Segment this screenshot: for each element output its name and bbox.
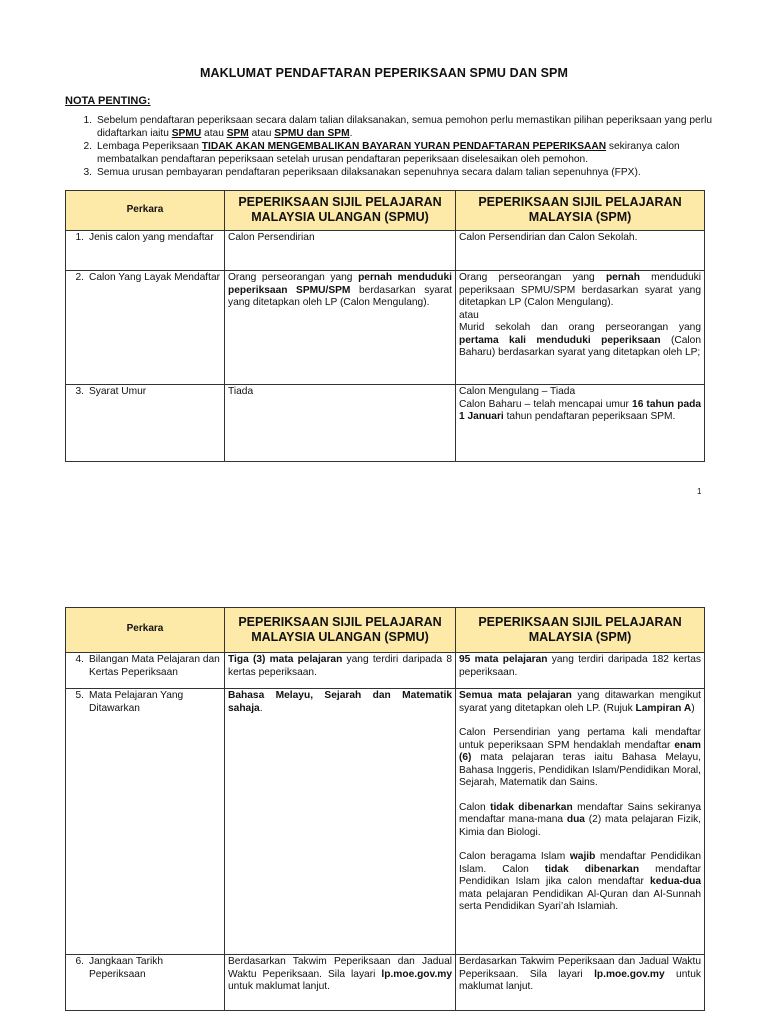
table-row: 2. Calon Yang Layak Mendaftar Orang perseorangan yang pernah menduduki peperiksaan SPMU/SPM berdasarkan syarat yang ditetapkan oleh LP (Calon Mengulang). Orang perseorangan yang pernah menduduki peperiksaan SPMU/SPM berdasarkan syarat yang ditetapkan LP (Calon Mengulang). atau Murid sekolah dan orang perseorangan yang pertama kali menduduki peperiksaan (Calon Baharu) berdasarkan syarat yang ditetapkan oleh LP; [66, 271, 705, 385]
table-row: 4. Bilangan Mata Pelajaran dan Kertas Peperiksaan Tiga (3) mata pelajaran yang terdiri daripada 8 kertas peperiksaan. 95 mata pelajaran yang terdiri daripada 182 kertas peperiksaan. [66, 653, 705, 689]
notes-list [65, 114, 715, 179]
header-spm: PEPERIKSAAN SIJIL PELAJARAN MALAYSIA (SPM) [456, 608, 705, 653]
header-spmu: PEPERIKSAAN SIJIL PELAJARAN MALAYSIA ULANGAN (SPMU) [225, 608, 456, 653]
table-row: 1. Jenis calon yang mendaftar Calon Persendirian Calon Persendirian dan Calon Sekolah. [66, 231, 705, 271]
header-perkara: Perkara [66, 608, 225, 653]
header-spmu: PEPERIKSAAN SIJIL PELAJARAN MALAYSIA ULANGAN (SPMU) [225, 191, 456, 231]
table-header-row [66, 191, 705, 231]
page-number: 1 [697, 487, 702, 496]
info-table-2 [65, 607, 705, 1011]
document-title: MAKLUMAT PENDAFTARAN PEPERIKSAAN SPMU DAN SPM [200, 66, 568, 80]
table-row: 6. Jangkaan Tarikh Peperiksaan Berdasarkan Takwim Peperiksaan dan Jadual Waktu Peperiksaan. Sila layari lp.moe.gov.my untuk maklumat lanjut. Berdasarkan Takwim Peperiksaan dan Jadual Waktu Peperiksaan. Sila layari lp.moe.gov.my untuk maklumat lanjut. [66, 955, 705, 1011]
table-row: 5. Mata Pelajaran Yang Ditawarkan Bahasa Melayu, Sejarah dan Matematik sahaja. Semua mata pelajaran yang ditawarkan mengikut syarat yang ditetapkan oleh LP. (Rujuk Lampiran A) Calon Persendirian yang pertama kali mendaftar untuk peperiksaan SPM hendaklah mendaftar enam (6) mata pelajaran teras iaitu Bahasa Melayu, Bahasa Inggeris, Pendidikan Islam/Pendidikan Moral, Sejarah, Matematik dan Sains. Calon tidak dibenarkan mendaftar Sains sekiranya mendaftar mana-mana dua (2) mata pelajaran Fizik, Kimia dan Biologi. Calon beragama Islam wajib mendaftar Pendidikan Islam. Calon tidak dibenarkan mendaftar Pendidikan Islam jika calon mendaftar kedua-dua mata pelajaran Pendidikan Al-Quran dan Al-Sunnah serta Pendidikan Syari’ah Islamiah. [66, 689, 705, 955]
note-item: 3. Semua urusan pembayaran pendaftaran peperiksaan dilaksanakan sepenuhnya secara dalam talian sepenuhnya (FPX). [83, 167, 641, 178]
table-header-row [66, 608, 705, 653]
note-item: 2. Lembaga Peperiksaan TIDAK AKAN MENGEMBALIKAN BAYARAN YURAN PENDAFTARAN PEPERIKSAAN sekiranya calon membatalkan pendaftaran peperiksaan setelah urusan pendaftaran peperiksaan diselesaikan oleh pemohon. [83, 141, 680, 165]
table-row: 3. Syarat Umur Tiada Calon Mengulang – Tiada Calon Baharu – telah mencapai umur 16 tahun pada 1 Januari tahun pendaftaran peperiksaan SPM. [66, 385, 705, 462]
info-table-1 [65, 190, 705, 462]
note-item: 1. Sebelum pendaftaran peperiksaan secara dalam talian dilaksanakan, semua pemohon perlu memastikan pilihan peperiksaan yang perlu didaftarkan iaitu SPMU atau SPM atau SPMU dan SPM. [83, 115, 713, 139]
header-spm: PEPERIKSAAN SIJIL PELAJARAN MALAYSIA (SPM) [456, 191, 705, 231]
header-perkara: Perkara [66, 191, 225, 231]
nota-heading: NOTA PENTING: [65, 95, 151, 107]
